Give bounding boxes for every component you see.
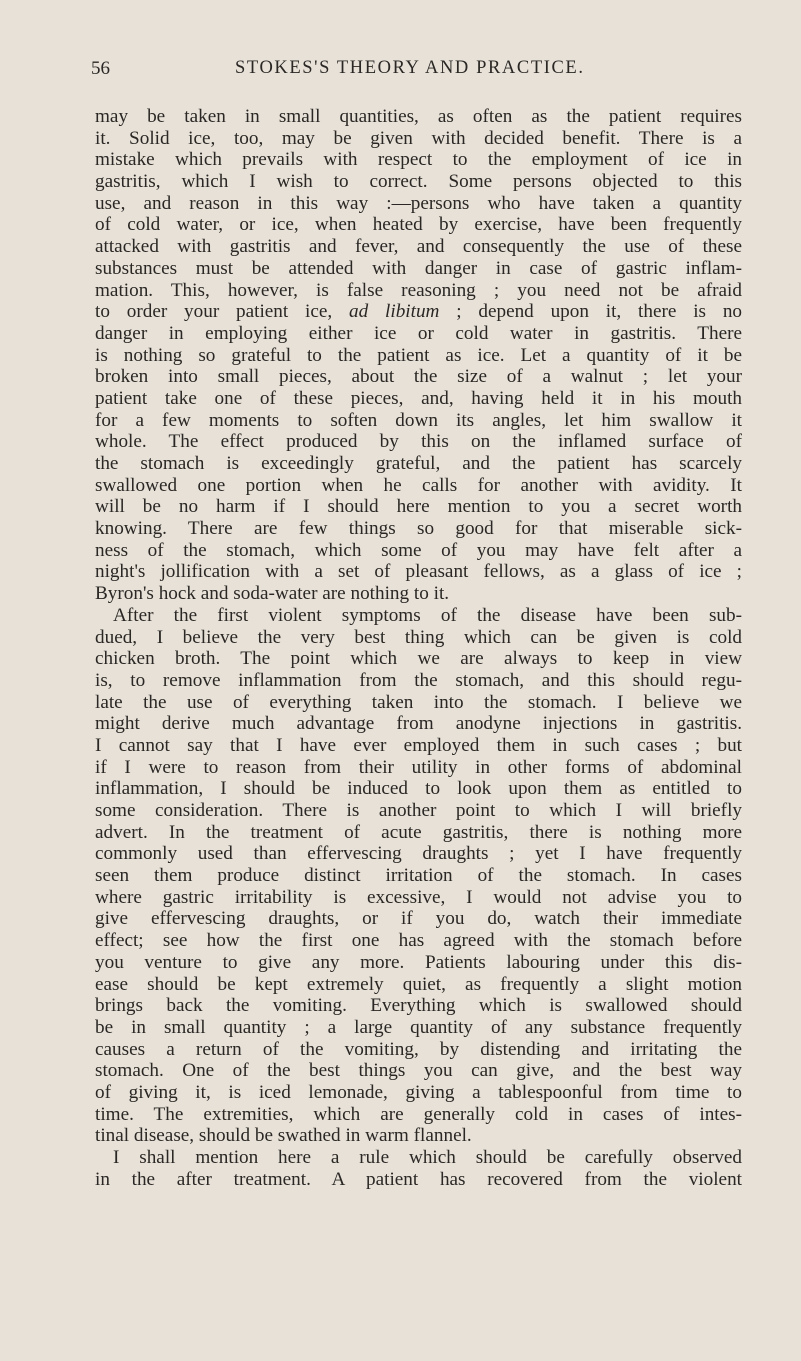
page-header [91,58,742,88]
page-number: 56 [91,58,110,79]
text-line: time. The extremities, which are generally cold in cases of intes- [95,1103,742,1125]
text-line: I cannot say that I have ever employed them in such cases ; but [95,734,742,756]
body-text [95,106,742,1190]
text-line: danger in employing either ice or cold water in gastritis. There [95,322,742,344]
text-line: may be taken in small quantities, as often as the patient requires [95,106,742,127]
text-line: broken into small pieces, about the size of a walnut ; let your [95,366,742,388]
text-line: be in small quantity ; a large quantity of any substance frequently [95,1016,742,1038]
text-line: After the first violent symptoms of the disease have been sub- [113,604,742,626]
text-line: seen them produce distinct irritation of the stomach. In cases [95,865,742,887]
text-line: I shall mention here a rule which should be carefully observed [113,1147,742,1168]
text-line: dued, I believe the very best thing which can be given is cold [95,626,742,648]
text-line: give effervescing draughts, or if you do, watch their immediate [95,908,742,930]
text-line: stomach. One of the best things you can give, and the best way [95,1060,742,1082]
text-line: effect; see how the first one has agreed with the stomach before [95,930,742,952]
text-line: use, and reason in this way :—persons who have taken a quantity [95,192,742,214]
text-line: swallowed one portion when he calls for another with avidity. It [95,474,742,496]
text-line: knowing. There are few things so good for that miserable sick- [95,518,742,540]
text-line: the stomach is exceedingly grateful, and the patient has scarcely [95,453,742,474]
text-line: patient take one of these pieces, and, having held it in his mouth [95,387,742,409]
text-line: mation. This, however, is false reasoning ; you need not be afraid [95,279,742,301]
text-line: late the use of everything taken into the stomach. I believe we [95,691,742,713]
text-line: of giving it, is iced lemonade, giving a tablespoonful from time to [95,1081,742,1103]
text-line: attacked with gastritis and fever, and consequently the use of these [95,236,742,258]
text-line: gastritis, which I wish to correct. Some persons objected to this [95,171,742,193]
text-line: in the after treatment. A patient has recovered from the violent [95,1168,742,1190]
text-line: for a few moments to soften down its angles, let him swallow it [95,409,742,431]
text-line: ease should be kept extremely quiet, as frequently a slight motion [95,973,742,995]
text-line: chicken broth. The point which we are always to keep in view [95,648,742,670]
text-line: some consideration. There is another point to which I will briefly [95,800,742,821]
text-line: causes a return of the vomiting, by distending and irritating the [95,1038,742,1060]
text-line: will be no harm if I should here mention to you a secret worth [95,496,742,518]
text-line: inflammation, I should be induced to look upon them as entitled to [95,778,742,800]
text-line: is, to remove inflammation from the stomach, and this should regu- [95,669,742,691]
text-line: is nothing so grateful to the patient as ice. Let a quantity of it be [95,344,742,366]
text-line: if I were to reason from their utility in other forms of abdominal [95,756,742,778]
text-line: to order your patient ice, ad libitum ; depend upon it, there is no [95,301,742,323]
text-line: you venture to give any more. Patients labouring under this dis- [95,951,742,973]
text-line: it. Solid ice, too, may be given with decided benefit. There is a [95,127,742,149]
text-line: brings back the vomiting. Everything which is swallowed should [95,995,742,1017]
text-line: substances must be attended with danger in case of gastric inflam- [95,257,742,279]
running-title: STOKES'S THEORY AND PRACTICE. [235,58,585,78]
text-line: whole. The effect produced by this on the inflamed surface of [95,431,742,453]
text-line: Byron's hock and soda-water are nothing to it. [95,583,450,605]
italic-phrase: ad libitum [349,301,440,323]
text-line: night's jollification with a set of pleasant fellows, as a glass of ice ; [95,561,742,583]
text-line: mistake which prevails with respect to the employment of ice in [95,149,742,171]
text-line: might derive much advantage from anodyne injections in gastritis. [95,713,742,735]
text-line: where gastric irritability is excessive, I would not advise you to [95,886,742,908]
text-line: commonly used than effervescing draughts ; yet I have frequently [95,843,742,865]
text-line: ness of the stomach, which some of you may have felt after a [95,539,742,561]
text-line: tinal disease, should be swathed in warm flannel. [95,1125,472,1147]
text-line: of cold water, or ice, when heated by exercise, have been frequently [95,214,742,236]
text-line: advert. In the treatment of acute gastritis, there is nothing more [95,821,742,843]
